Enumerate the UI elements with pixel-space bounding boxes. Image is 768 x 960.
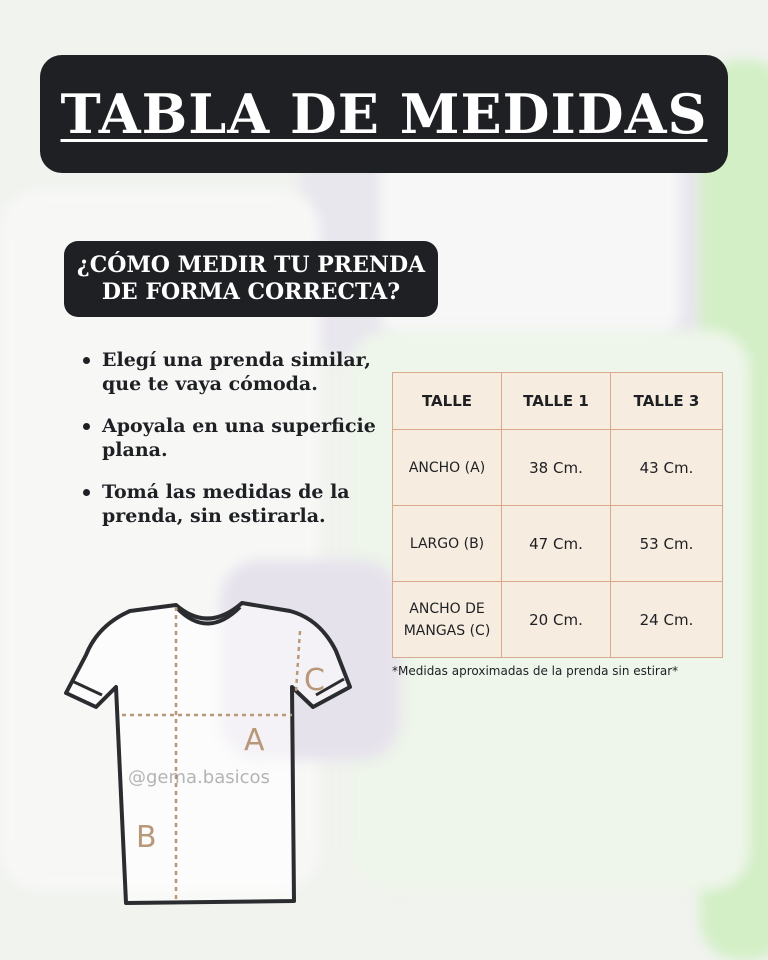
table-row xyxy=(393,506,723,582)
tshirt-diagram xyxy=(58,595,358,915)
talle-3-value: 24 Cm. xyxy=(611,582,723,658)
size-table xyxy=(392,372,723,658)
row-label xyxy=(393,506,502,582)
instruction-item: Elegí una prenda similar, que te vaya cómoda. xyxy=(78,348,378,396)
talle-1-value: 47 Cm. xyxy=(502,506,611,582)
watermark-text: @gema.basicos xyxy=(128,767,270,788)
row-label-text: ANCHO (A) xyxy=(408,459,486,476)
table-header-row xyxy=(393,373,723,430)
row-label xyxy=(393,582,502,658)
row-label-text: MANGAS (C) xyxy=(403,622,491,639)
title-banner xyxy=(40,55,728,173)
table-row xyxy=(393,582,723,658)
talle-1-value: 38 Cm. xyxy=(502,430,611,506)
instructions-list xyxy=(78,348,378,546)
subtitle-line-1: ¿CÓMO MEDIR TU PRENDA xyxy=(76,252,426,278)
row-label-text: LARGO (B) xyxy=(409,535,485,552)
tshirt-outline xyxy=(66,603,350,903)
header-talle-3: TALLE 3 xyxy=(611,373,723,430)
talle-3-value: 43 Cm. xyxy=(611,430,723,506)
measurement-note: *Medidas aproximadas de la prenda sin estirar* xyxy=(392,664,679,678)
instruction-item: Tomá las medidas de la prenda, sin estirarla. xyxy=(78,480,378,528)
table-row xyxy=(393,430,723,506)
header-talle: TALLE xyxy=(393,373,502,430)
instruction-item: Apoyala en una superficie plana. xyxy=(78,414,378,462)
row-label xyxy=(393,430,502,506)
row-label-text: ANCHO DE xyxy=(409,600,485,617)
talle-3-value: 53 Cm. xyxy=(611,506,723,582)
talle-1-value: 20 Cm. xyxy=(502,582,611,658)
page-title: TABLA DE MEDIDAS xyxy=(60,82,708,146)
subtitle-line-2: DE FORMA CORRECTA? xyxy=(101,279,401,305)
subtitle-banner xyxy=(64,241,438,317)
header-talle-1: TALLE 1 xyxy=(502,373,611,430)
label-b: B xyxy=(136,820,157,855)
label-a: A xyxy=(244,723,265,758)
label-c: C xyxy=(304,663,325,698)
